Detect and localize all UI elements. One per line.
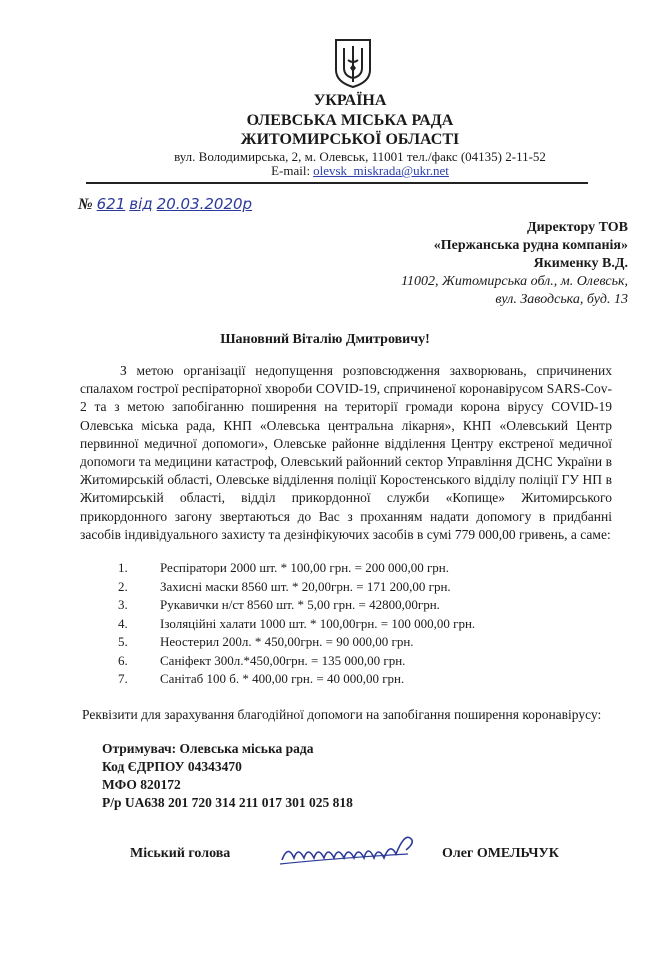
requisites-intro: Реквізити для зарахування благодійної допомоги на запобігання поширення коронавірусу:	[82, 707, 602, 722]
item-text: Саніфект 300л.*450,00грн. = 135 000,00 грн.	[160, 652, 406, 668]
recipient-address-line1: 11002, Житомирська обл., м. Олевськ,	[401, 274, 628, 289]
header-council: ОЛЕВСЬКА МІСЬКА РАДА	[246, 112, 454, 129]
recipient-name: Якименку В.Д.	[533, 256, 628, 271]
email-label: E-mail:	[271, 163, 311, 178]
item-text: Респіратори 2000 шт. * 100,00 грн. = 200 000,00 грн.	[160, 560, 450, 575]
item-text: Рукавички н/ст 8560 шт. * 5,00 грн. = 42800,00грн.	[160, 597, 440, 612]
recipient-company: «Пержанська рудна компанія»	[433, 238, 628, 253]
header-email	[230, 163, 490, 179]
email-link[interactable]: olevsk_miskrada@ukr.net	[313, 163, 449, 178]
header-address: вул. Володимирська, 2, м. Олевськ, 11001 тел./факс (04135) 2-11-52	[174, 149, 546, 164]
payee-mfo: МФО 820172	[102, 777, 181, 792]
letter-body: З метою організації недопущення розповсюдження захворювань, спричинених спалахом гострої респіраторної хвороби COVID-19, спричиненої коронавірусом SARS-Cov-2 та з метою запобіганню поширення на території громади корона вірусу COVID-19 Олевська міська рада, КНП «Олевська центральна лікарня», КНП «Олевський Центр первинної медичної допомоги», Олевське районне відділення Центру екстреної медичної допомоги та медицини катастроф, Олевський районний сектор Управління ДСНС України в Житомирській області, Олевське відділення поліції Коростенського відділу поліції ГУ НП в Житомирській області, відділ прикордонної служби «Копище» Житомирського прикордонного загону звертаються до Вас з проханням надати допомогу в придбанні засобів індивідуального захисту та дезінфікуючих засобів в сумі 779 000,00 гривень, а саме:	[80, 363, 612, 542]
item-number: 1.	[118, 560, 128, 575]
item-number: 4.	[118, 615, 128, 631]
handwritten-signature	[278, 824, 428, 874]
item-text: Захисні маски 8560 шт. * 20,00грн. = 171 200,00 грн.	[160, 578, 451, 594]
item-number: 7.	[118, 671, 128, 686]
item-text: Неостерил 200л. * 450,00грн. = 90 000,00 грн.	[160, 634, 414, 649]
item-number: 3.	[118, 597, 128, 612]
registration-line	[78, 195, 252, 214]
header-oblast: ЖИТОМИРСЬКОЇ ОБЛАСТІ	[240, 131, 460, 148]
signature-name: Олег ОМЕЛЬЧУК	[442, 846, 559, 861]
registration-date: 20.03.2020р	[156, 195, 253, 213]
registration-from-label: від	[129, 195, 153, 213]
item-text: Санітаб 100 б. * 400,00 грн. = 40 000,00 грн.	[160, 671, 405, 686]
payee-edrpou: Код ЄДРПОУ 04343470	[102, 759, 242, 774]
recipient-position: Директору ТОВ	[527, 220, 628, 235]
header-divider	[86, 182, 588, 184]
payee-account: Р/р UA638 201 720 314 211 017 301 025 818	[102, 795, 353, 810]
item-number: 5.	[118, 634, 128, 649]
payee-recipient: Отримувач: Олевська міська рада	[102, 741, 314, 756]
item-number: 6.	[118, 652, 128, 668]
signature-title: Міський голова	[130, 846, 231, 861]
trident-icon	[333, 38, 373, 88]
item-number: 2.	[118, 578, 128, 594]
registration-number: 621	[96, 195, 126, 213]
item-text: Ізоляційні халати 1000 шт. * 100,00грн. = 100 000,00 грн.	[160, 615, 476, 631]
recipient-address-line2: вул. Заводська, буд. 13	[495, 292, 628, 307]
payee-block	[102, 740, 353, 812]
registration-prefix: №	[78, 196, 93, 213]
greeting: Шановний Віталію Дмитровичу!	[220, 332, 430, 347]
header-country: УКРАЇНА	[313, 92, 387, 109]
